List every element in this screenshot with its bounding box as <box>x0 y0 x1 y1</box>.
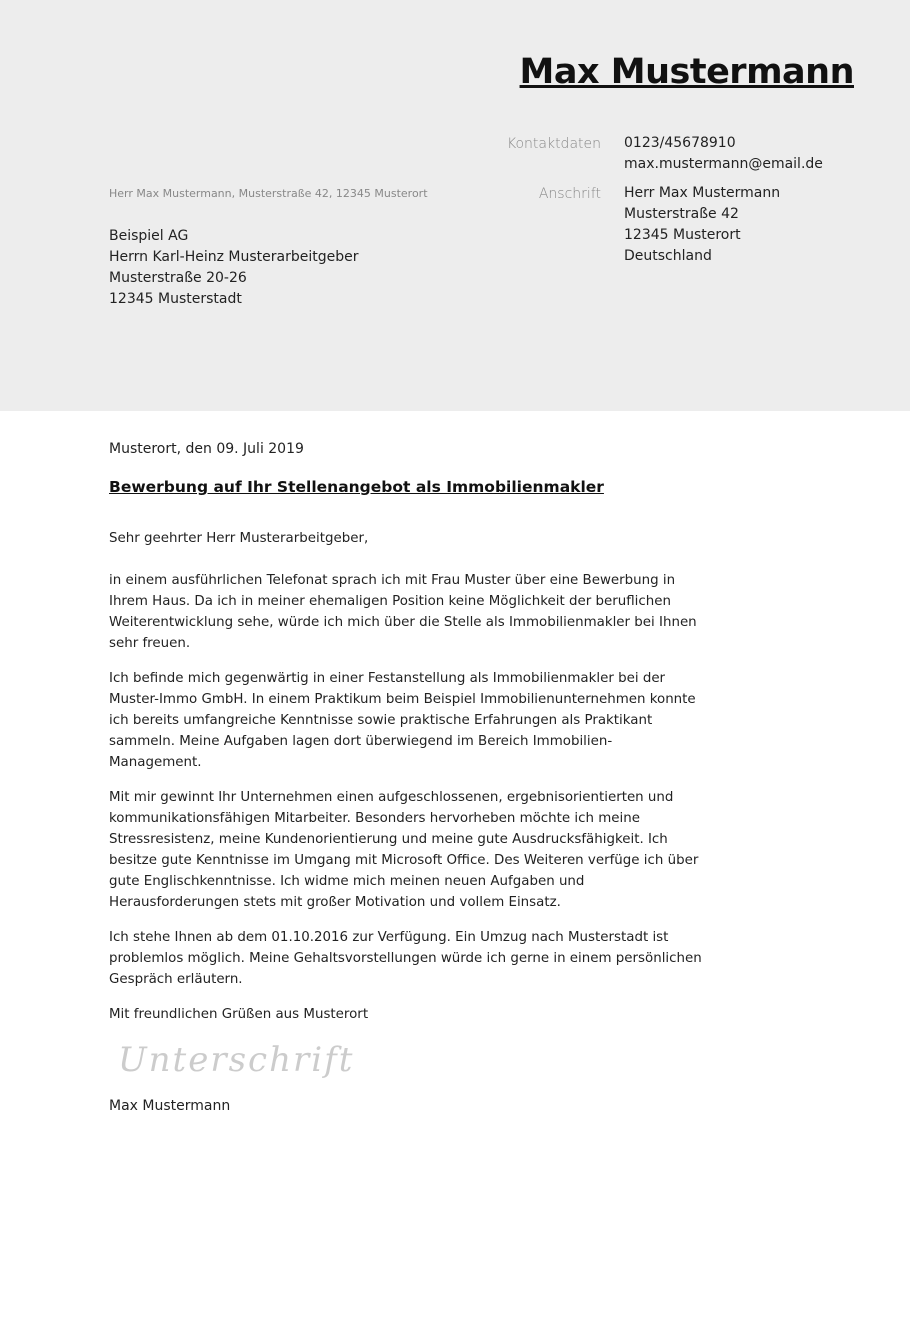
text-line: Ich befinde mich gegenwärtig in einer Festanstellung als Immobilienmakler bei der <box>109 671 666 686</box>
text-line: Management. <box>109 755 202 770</box>
text-line: besitze gute Kenntnisse im Umgang mit Microsoft Office. Des Weiteren verfüge ich über <box>109 853 699 868</box>
address-line: Herr Max Mustermann <box>624 185 781 201</box>
text-line: Ihrem Haus. Da ich in meiner ehemaligen Position keine Möglichkeit der beruflichen <box>109 594 671 609</box>
text-line: sammeln. Meine Aufgaben lagen dort überwiegend im Bereich Immobilien- <box>109 734 613 749</box>
letter-date: Musterort, den 09. Juli 2019 <box>109 441 304 457</box>
contact-label: Kontaktdaten <box>506 136 601 152</box>
recipient-line: 12345 Musterstadt <box>109 291 242 307</box>
text-line: Mit mir gewinnt Ihr Unternehmen einen aufgeschlossenen, ergebnisorientierten und <box>109 790 674 805</box>
paragraph <box>109 668 729 773</box>
text-line: Ich stehe Ihnen ab dem 01.10.2016 zur Verfügung. Ein Umzug nach Musterstadt ist <box>109 930 669 945</box>
signed-name: Max Mustermann <box>109 1098 231 1114</box>
letter-header <box>0 0 910 411</box>
text-line: Stressresistenz, meine Kundenorientierung und meine gute Ausdrucksfähigkeit. Ich <box>109 832 668 847</box>
text-line: gute Englischkenntnisse. Ich widme mich meinen neuen Aufgaben und <box>109 874 585 889</box>
salutation: Sehr geehrter Herr Musterarbeitgeber, <box>109 531 369 546</box>
text-line: Gespräch erläutern. <box>109 972 243 987</box>
recipient-address <box>109 226 358 310</box>
letter-body <box>109 528 729 1039</box>
text-line: Weiterentwicklung sehe, würde ich mich über die Stelle als Immobilienmakler bei Ihnen <box>109 615 697 630</box>
applicant-address <box>624 183 780 267</box>
text-line: sehr freuen. <box>109 636 191 651</box>
text-line: in einem ausführlichen Telefonat sprach ich mit Frau Muster über eine Bewerbung in <box>109 573 676 588</box>
recipient-line: Beispiel AG <box>109 228 189 244</box>
paragraph <box>109 570 729 654</box>
recipient-line: Herrn Karl-Heinz Musterarbeitgeber <box>109 249 359 265</box>
text-line: problemlos möglich. Meine Gehaltsvorstellungen würde ich gerne in einem persönlichen <box>109 951 702 966</box>
recipient-line: Musterstraße 20-26 <box>109 270 247 286</box>
address-line: Deutschland <box>624 248 712 264</box>
email: max.mustermann@email.de <box>624 156 823 172</box>
address-line: Musterstraße 42 <box>624 206 739 222</box>
text-line: Muster-Immo GmbH. In einem Praktikum beim Beispiel Immobilienunternehmen konnte <box>109 692 696 707</box>
text-line: ich bereits umfangreiche Kenntnisse sowie praktische Erfahrungen als Praktikant <box>109 713 653 728</box>
address-label: Anschrift <box>538 186 601 202</box>
contact-details <box>624 133 823 175</box>
paragraph <box>109 927 729 990</box>
text-line: kommunikationsfähigen Mitarbeiter. Besonders hervorheben möchte ich meine <box>109 811 640 826</box>
text-line: Herausforderungen stets mit großer Motivation und vollem Einsatz. <box>109 895 561 910</box>
sender-line: Herr Max Mustermann, Musterstraße 42, 12345 Musterort <box>109 187 428 200</box>
address-line: 12345 Musterort <box>624 227 741 243</box>
applicant-name: Max Mustermann <box>519 52 854 92</box>
phone: 0123/45678910 <box>624 135 736 151</box>
letter-subject: Bewerbung auf Ihr Stellenangebot als Immobilienmakler <box>109 478 604 496</box>
closing: Mit freundlichen Grüßen aus Musterort <box>109 1007 369 1022</box>
signature: Unterschrift <box>118 1040 355 1080</box>
paragraph <box>109 787 729 913</box>
